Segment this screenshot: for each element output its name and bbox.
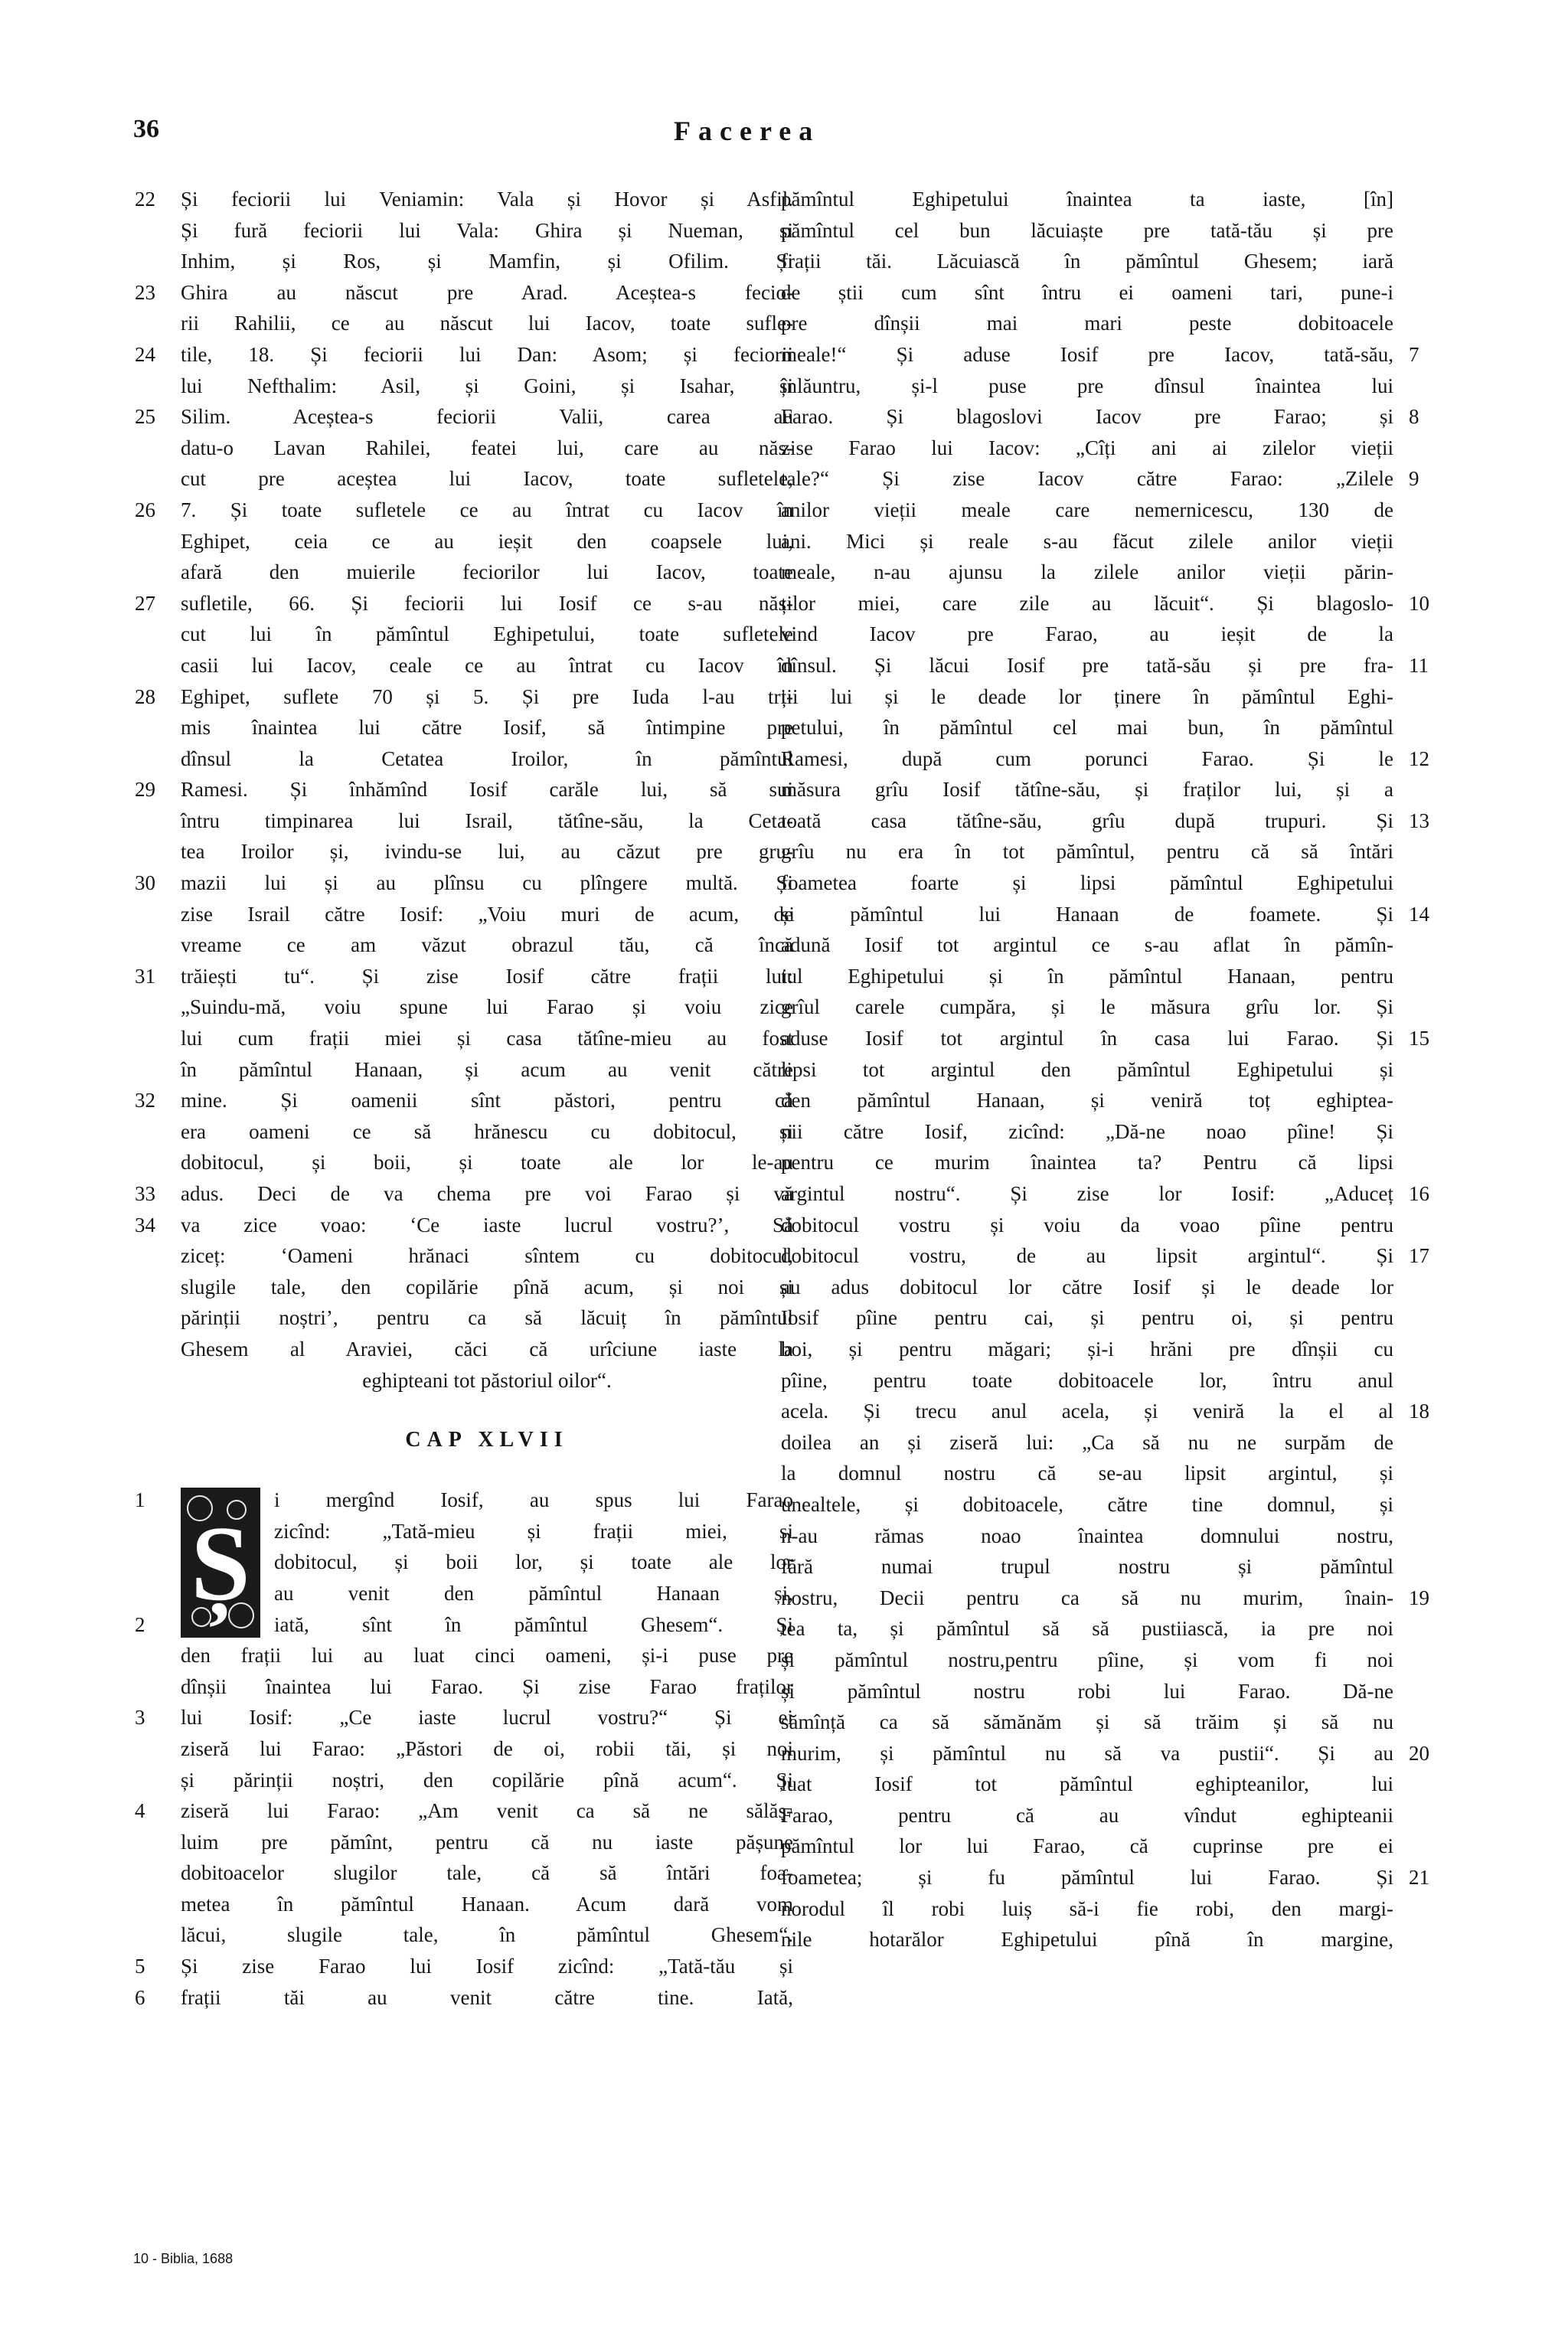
verse-number: 23	[135, 280, 155, 304]
line-text: „Suindu-mă, voiu spune lui Farao și voiu zice	[181, 995, 793, 1019]
text-line	[781, 308, 1393, 339]
text-line	[781, 774, 1393, 805]
line-text: Eghipet, ceia ce au ieșit den coapsele lui,	[181, 529, 793, 553]
text-line	[781, 867, 1393, 899]
verse-number: 12	[1409, 746, 1429, 770]
text-line	[781, 1489, 1393, 1521]
text-line	[181, 899, 793, 930]
line-text: sufletile, 66. Și feciorii lui Iosif ce s-au năs-	[181, 591, 793, 615]
line-text: eghipteani tot păstoriul oilor“.	[362, 1368, 612, 1392]
text-line	[181, 1857, 793, 1889]
text-line	[181, 215, 793, 247]
chapter-opening	[135, 1485, 793, 1640]
line-text: cut pre aceștea lui Iacov, toate sufletele,	[181, 467, 793, 491]
verse-number: 10	[1409, 591, 1429, 615]
text-line	[181, 1302, 793, 1334]
line-text: vind Iacov pre Farao, au ieșit de la	[781, 622, 1393, 646]
text-line	[135, 681, 793, 713]
line-text: vreame ce am văzut obrazul tău, că încă	[181, 933, 793, 957]
line-text: Ramesi. Și înhămînd Iosif carăle lui, să sui	[181, 778, 793, 802]
verse-number: 32	[135, 1089, 155, 1112]
text-line	[781, 1210, 1393, 1241]
line-text: dobitocul vostru, de au lipsit argintul“. Și	[781, 1244, 1393, 1268]
verse-number: 27	[135, 591, 155, 615]
line-text: petului, în pămîntul cel mai bun, în pămîntul	[781, 716, 1393, 740]
text-line	[181, 712, 793, 743]
text-line	[781, 1116, 1393, 1148]
line-text: lui Nefthalim: Asil, și Goini, și Isahar, și	[181, 374, 793, 397]
text-line	[781, 1147, 1393, 1178]
line-text: toată casa tătîne-său, grîu după trupuri. Și	[781, 808, 1393, 832]
line-text: ziseră lui Farao: „Am venit ca să ne sălăș-	[181, 1799, 793, 1823]
text-line	[181, 836, 793, 867]
verse-number: 20	[1409, 1741, 1429, 1765]
line-text: părinții noștri’, pentru ca să lăcuiț în pămîntul	[181, 1306, 793, 1330]
text-line	[781, 277, 1393, 309]
line-text: mazii lui și au plînsu cu plîngere multă. Și	[181, 871, 793, 895]
text-line	[781, 1862, 1429, 1893]
text-line	[181, 1147, 793, 1178]
line-text: nostru, Decii pentru ca să nu murim, înain-	[781, 1586, 1393, 1609]
line-text: slugile tale, den copilărie pînă acum, și noi și	[181, 1275, 793, 1298]
line-text: lui cum frații miei și casa tătîne-mieu au fost	[181, 1027, 793, 1050]
line-text: frații tăi au venit către tine. Iată,	[181, 1985, 793, 2009]
line-text: fără numai trupul nostru și pămîntul	[781, 1555, 1393, 1579]
text-line	[781, 899, 1429, 930]
text-line	[781, 1769, 1393, 1800]
text-line	[781, 1707, 1393, 1738]
text-line	[135, 1178, 793, 1210]
verse-number: 8	[1409, 405, 1419, 429]
line-text: datu-o Lavan Rahilei, featei lui, care au năs-	[181, 436, 793, 459]
line-text: ților miei, care zile au lăcuit“. Și blagoslo-	[781, 591, 1393, 615]
text-line	[181, 246, 793, 277]
line-text: au venit den pămîntul Hanaan și,	[274, 1581, 793, 1605]
verse-number: 18	[1409, 1400, 1429, 1423]
line-text: Farao, pentru că au vîndut eghipteanii	[781, 1803, 1393, 1827]
line-text: dobitoacelor slugilor tale, că să întări foa-	[181, 1861, 793, 1885]
text-line	[181, 1334, 793, 1365]
text-line	[274, 1516, 793, 1547]
line-text: rii Rahilii, ce au născut lui Iacov, toate sufle-	[181, 312, 793, 335]
verse-number: 9	[1409, 467, 1419, 491]
line-text: pămîntul Eghipetului înaintea ta iaste, [în]	[781, 188, 1393, 211]
verse-number: 5	[135, 1955, 145, 1978]
line-text: acela. Și trecu anul acela, și veniră la el al	[781, 1400, 1393, 1423]
line-text: Silim. Aceștea-s feciorii Valii, carea au	[181, 405, 793, 429]
text-line	[781, 1521, 1393, 1552]
line-text: și părinții noștri, den copilărie pînă acum“. Și	[181, 1768, 793, 1792]
line-text: den frații lui au luat cinci oameni, și-i puse pre	[181, 1644, 793, 1668]
line-text: ții lui și le deade lor ținere în pămîntul Eghi-	[781, 684, 1393, 708]
line-text: argintul nostru“. Și zise lor Iosif: „Aduceț	[781, 1182, 1393, 1205]
verse-number: 13	[1409, 808, 1429, 832]
text-line	[781, 1240, 1429, 1272]
verse-number: 6	[135, 1985, 145, 2009]
line-text: și pămîntul lui Hanaan de foamete. Și	[781, 902, 1393, 926]
line-text: iată, sînt în pămîntul Ghesem“. Și	[274, 1612, 793, 1636]
line-text: luat Iosif tot pămîntul eghipteanilor, lui	[781, 1772, 1393, 1796]
line-text: cut lui în pămîntul Eghipetului, toate sufletele	[181, 622, 793, 646]
chapter-heading: CAP XLVII	[405, 1428, 569, 1452]
verse-number: 17	[1409, 1244, 1429, 1268]
text-line	[781, 991, 1393, 1023]
line-text: zicînd: „Tată-mieu și frații miei, și	[274, 1519, 793, 1543]
text-line	[135, 1795, 793, 1827]
text-line	[181, 1765, 793, 1796]
line-text: 7. Și toate sufletele ce au întrat cu Iacov în	[181, 498, 793, 521]
text-line	[181, 1116, 793, 1148]
line-text: Farao. Și blagoslovi Iacov pre Farao; și	[781, 405, 1393, 429]
text-line	[135, 277, 793, 309]
verse-number: 31	[135, 964, 155, 988]
line-text: luim pre pămînt, pentru că nu iaste pășune	[181, 1830, 793, 1854]
line-text: la domnul nostru că se-au lipsit argintul, și	[781, 1462, 1393, 1485]
line-text: va zice voao: ‘Ce iaste lucrul vostru?’, Să	[181, 1213, 793, 1236]
text-line	[135, 1609, 793, 1641]
line-text: grîu nu era în tot pămîntul, pentru că să întări	[781, 840, 1393, 864]
text-line	[781, 526, 1393, 557]
text-line	[181, 1733, 793, 1765]
line-text: den pămîntul Hanaan, și veniră toț eghiptea-	[781, 1089, 1393, 1112]
text-line	[181, 991, 793, 1023]
text-line	[181, 1365, 793, 1396]
line-text: zise Israil către Iosif: „Voiu muri de acum, de	[181, 902, 793, 926]
right-column	[781, 184, 1429, 1955]
verse-number: 30	[135, 871, 155, 895]
line-text: anilor vieții meale care nemernicescu, 130 de	[781, 498, 1393, 521]
line-text: Ghira au născut pre Arad. Aceștea-s fecio-	[181, 280, 793, 304]
text-line	[781, 1302, 1393, 1334]
line-text: meale!“ Și aduse Iosif pre Iacov, tată-său,	[781, 342, 1393, 366]
text-line	[181, 433, 793, 464]
line-text: grîul carele cumpăra, și le măsura grîu lor. Și	[781, 995, 1393, 1019]
text-line	[135, 495, 793, 526]
line-text: n-au rămas noao înaintea domnului nostru,	[781, 1524, 1393, 1547]
text-line	[781, 743, 1429, 775]
line-text: mine. Și oamenii sînt păstori, pentru că	[181, 1089, 793, 1112]
line-text: și pămîntul nostru,pentru pîine, și vom fi noi	[781, 1648, 1393, 1671]
text-line	[781, 495, 1393, 526]
verse-number: 2	[135, 1612, 145, 1636]
text-line	[781, 1738, 1429, 1769]
verse-number: 24	[135, 342, 155, 366]
line-text: ziseră lui Farao: „Păstori de oi, robii tăi, și noi	[181, 1736, 793, 1760]
text-line	[781, 1365, 1393, 1396]
line-text: unealtele, și dobitoacele, către tine domnul, și	[781, 1492, 1393, 1516]
line-text: dînsul la Cetatea Iroilor, în pămîntul	[181, 746, 793, 770]
line-text: înlăuntru, și-l puse pre dînsul înaintea lui	[781, 374, 1393, 397]
text-line	[135, 774, 793, 805]
text-line	[781, 588, 1429, 619]
line-text: tea ta, și pămîntul să să pustiiască, ia pre noi	[781, 1617, 1393, 1641]
verse-number: 28	[135, 684, 155, 708]
text-line	[781, 1924, 1393, 1955]
line-text: dobitocul, și boii lor, și toate ale lor	[274, 1550, 793, 1574]
text-line	[781, 1893, 1393, 1925]
chapter-opening-text	[135, 1485, 793, 1640]
text-line	[274, 1578, 793, 1609]
left-column	[135, 184, 793, 2013]
line-text: pre dînșii mai mari peste dobitoacele	[781, 312, 1393, 335]
text-line	[135, 1702, 793, 1733]
line-text: era oameni ce să hrănescu cu dobitocul, și	[181, 1119, 793, 1143]
verse-number: 15	[1409, 1027, 1429, 1050]
running-title: Facerea	[674, 116, 821, 146]
text-line	[181, 1671, 793, 1703]
text-line	[781, 557, 1393, 588]
text-line	[181, 1827, 793, 1858]
line-text: pămîntul cel bun lăcuiaște pre tată-tău și pre	[781, 218, 1393, 242]
text-line	[181, 929, 793, 961]
verse-number: 19	[1409, 1586, 1429, 1609]
text-line	[181, 1919, 793, 1951]
text-line	[181, 526, 793, 557]
line-text: dînșii înaintea lui Farao. Și zise Farao fraților	[181, 1674, 793, 1698]
line-text: trăiești tu“. Și zise Iosif către frații lui:	[181, 964, 793, 988]
text-line	[135, 1951, 793, 1982]
verse-number: 3	[135, 1706, 145, 1730]
text-line	[781, 650, 1429, 681]
line-text: tea Iroilor și, ivindu-se lui, au căzut pre gru-	[181, 840, 793, 864]
left-column-text	[135, 184, 793, 1396]
text-line	[781, 1800, 1393, 1831]
line-text: Și feciorii lui Veniamin: Vala și Hovor și Asfil.	[181, 188, 793, 211]
text-line	[781, 339, 1419, 371]
text-line	[181, 557, 793, 588]
page-number: 36	[133, 115, 159, 143]
text-line	[781, 1054, 1393, 1086]
line-text: dobitocul vostru și voiu da voao pîine pentru	[781, 1213, 1393, 1236]
text-line	[135, 867, 793, 899]
text-line	[781, 1551, 1393, 1583]
text-line	[781, 712, 1393, 743]
text-line	[781, 1085, 1393, 1116]
line-text: dînsul. Și lăcui Iosif pre tată-său și pre fra-	[781, 653, 1393, 677]
line-text: norodul îl robi luiș să-i fie robi, den margi-	[781, 1896, 1393, 1920]
verse-number: 4	[135, 1799, 145, 1823]
verse-number: 21	[1409, 1866, 1429, 1890]
line-text: tile, 18. Și feciorii lui Dan: Asom; și feciorii	[181, 342, 793, 366]
text-line	[135, 401, 793, 433]
text-line	[135, 184, 793, 215]
line-text: lui Iosif: „Ce iaste lucrul vostru?“ Și ei	[181, 1706, 793, 1730]
verse-number: 16	[1409, 1182, 1429, 1205]
line-text: foametea; și fu pămîntul lui Farao. Și	[781, 1866, 1393, 1890]
text-line	[781, 463, 1419, 495]
text-line	[181, 619, 793, 650]
line-text: de știi cum sînt întru ei oameni tari, pune-i	[781, 280, 1393, 304]
line-text: meale, n-au ajunsu la zilele anilor vieții părin-	[781, 560, 1393, 584]
text-line	[181, 743, 793, 775]
line-text: Inhim, și Ros, și Mamfin, și Ofilim. Și	[181, 250, 793, 273]
verse-number: 25	[135, 405, 155, 429]
line-text: în pămîntul Hanaan, și acum au venit către	[181, 1057, 793, 1081]
text-line	[781, 215, 1393, 247]
text-line	[135, 961, 793, 992]
line-text: măsura grîu Iosif tătîne-său, și fraților lui, și a	[781, 778, 1393, 802]
text-line	[181, 1054, 793, 1086]
text-line	[181, 650, 793, 681]
line-text: metea în pămîntul Hanaan. Acum dară vom	[181, 1892, 793, 1916]
line-text: mis înaintea lui către Iosif, să întimpine pre	[181, 716, 793, 740]
text-line	[781, 1583, 1429, 1614]
text-line	[781, 246, 1393, 277]
text-line	[781, 1178, 1429, 1210]
text-line	[781, 805, 1429, 837]
verse-number: 22	[135, 188, 155, 211]
text-line	[274, 1547, 793, 1578]
line-text: boi, și pentru măgari; și-i hrăni pre dînșii cu	[781, 1337, 1393, 1361]
text-line	[135, 1210, 793, 1241]
text-line	[781, 433, 1393, 464]
line-text: Ghesem al Araviei, căci că urîciune iaste la	[181, 1337, 793, 1361]
text-line	[135, 588, 793, 619]
line-text: nii către Iosif, zicînd: „Dă-ne noao pîine! Și	[781, 1119, 1393, 1143]
verse-number: 11	[1409, 653, 1429, 677]
verse-number: 7	[1409, 342, 1419, 366]
line-text: Și fură feciorii lui Vala: Ghira și Nueman, și	[181, 218, 793, 242]
line-text: Și zise Farao lui Iosif zicînd: „Tată-tău și	[181, 1955, 793, 1978]
text-line	[181, 1023, 793, 1054]
line-text: ani. Mici și reale s-au făcut zilele anilor vieții	[781, 529, 1393, 553]
left-column-text-after	[135, 1640, 793, 2013]
text-line	[781, 1272, 1393, 1303]
line-text: frații tăi. Lăcuiască în pămîntul Ghesem; iară	[781, 250, 1393, 273]
line-text: dobitocul, și boii, și toate ale lor le-au	[181, 1151, 793, 1174]
text-line	[781, 1023, 1429, 1054]
text-line	[181, 371, 793, 402]
text-line	[181, 308, 793, 339]
footer-signature: 10 - Biblia, 1688	[133, 2251, 234, 2266]
text-line	[781, 184, 1393, 215]
line-text: și pămîntul nostru robi lui Farao. Dă-ne	[781, 1679, 1393, 1703]
text-line	[181, 1889, 793, 1920]
text-line	[781, 681, 1393, 713]
text-line	[781, 1334, 1393, 1365]
line-text: lipsi tot argintul den pămîntul Eghipetului și	[781, 1057, 1393, 1081]
verse-number: 26	[135, 498, 155, 521]
text-line	[135, 1982, 793, 2014]
text-line	[181, 463, 793, 495]
line-text: aduse Iosif tot argintul în casa lui Farao. Și	[781, 1027, 1393, 1050]
line-text: întru timpinarea lui Israil, tătîne-său, la Ceta-	[181, 808, 793, 832]
line-text: Iosif pîine pentru cai, și pentru oi, și pentru	[781, 1306, 1393, 1330]
text-line	[781, 1427, 1393, 1459]
text-line	[781, 1613, 1393, 1645]
line-text: adună Iosif tot argintul ce s-au aflat în pămîn-	[781, 933, 1393, 957]
line-text: afară den muierile feciorilor lui Iacov, toate	[181, 560, 793, 584]
text-line	[781, 1396, 1429, 1427]
text-line	[181, 1640, 793, 1671]
line-text: pămîntul lor lui Farao, că cuprinse pre ei	[781, 1834, 1393, 1858]
line-text: Eghipet, suflete 70 și 5. Și pre Iuda l-au tri-	[181, 684, 793, 708]
text-line	[135, 339, 793, 371]
drop-cap-letter: Ș	[191, 1504, 250, 1624]
right-column-text	[781, 184, 1429, 1955]
text-line	[781, 1676, 1393, 1707]
text-line	[181, 805, 793, 837]
text-line	[135, 1085, 793, 1116]
drop-cap-ornament	[181, 1488, 260, 1638]
line-text: Ramesi, după cum porunci Farao. Și le	[781, 746, 1393, 770]
text-line	[781, 961, 1393, 992]
verse-number: 29	[135, 778, 155, 802]
line-text: tul Eghipetului și în pămîntul Hanaan, pentru	[781, 964, 1393, 988]
line-text: lăcui, slugile tale, în pămîntul Ghesem“.	[181, 1923, 793, 1947]
line-text: zise Farao lui Iacov: „Cîți ani ai zilelor vieții	[781, 436, 1393, 459]
text-line	[781, 401, 1419, 433]
line-text: au adus dobitocul lor către Iosif și le deade lor	[781, 1275, 1393, 1298]
text-line	[781, 371, 1393, 402]
text-line	[781, 1458, 1393, 1489]
text-line	[781, 1831, 1393, 1862]
line-text: sămînță ca să sămănăm și să trăim și să nu	[781, 1710, 1393, 1734]
line-text: doilea an și ziseră lui: „Ca să nu ne surpăm de	[781, 1430, 1393, 1454]
line-text: foametea foarte și lipsi pămîntul Eghipetului	[781, 871, 1393, 895]
line-text: nile hotarălor Eghipetului pînă în margine,	[781, 1928, 1393, 1952]
line-text: pentru ce murim înaintea ta? Pentru că lipsi	[781, 1151, 1393, 1174]
text-line	[181, 1240, 793, 1272]
line-text: i mergînd Iosif, au spus lui Farao	[274, 1488, 793, 1512]
verse-number: 33	[135, 1182, 155, 1205]
text-line	[781, 1645, 1393, 1676]
line-text: tale?“ Și zise Iacov către Farao: „Zilele	[781, 467, 1393, 491]
line-text: murim, și pămîntul nu să va pustii“. Și au	[781, 1741, 1393, 1765]
verse-number: 34	[135, 1213, 155, 1236]
line-text: ziceț: ‘Oameni hrănaci sîntem cu dobitocul,	[181, 1244, 793, 1268]
verse-number: 14	[1409, 902, 1429, 926]
line-text: casii lui Iacov, ceale ce au întrat cu Iacov în	[181, 653, 793, 677]
text-line	[781, 929, 1393, 961]
line-text: pîine, pentru toate dobitoacele lor, întru anul	[781, 1368, 1393, 1392]
text-line	[181, 1272, 793, 1303]
text-line	[781, 836, 1393, 867]
line-text: adus. Deci de va chema pre voi Farao și vă	[181, 1182, 793, 1205]
text-line	[135, 1485, 793, 1516]
text-line	[781, 619, 1393, 650]
verse-number: 1	[135, 1488, 145, 1512]
